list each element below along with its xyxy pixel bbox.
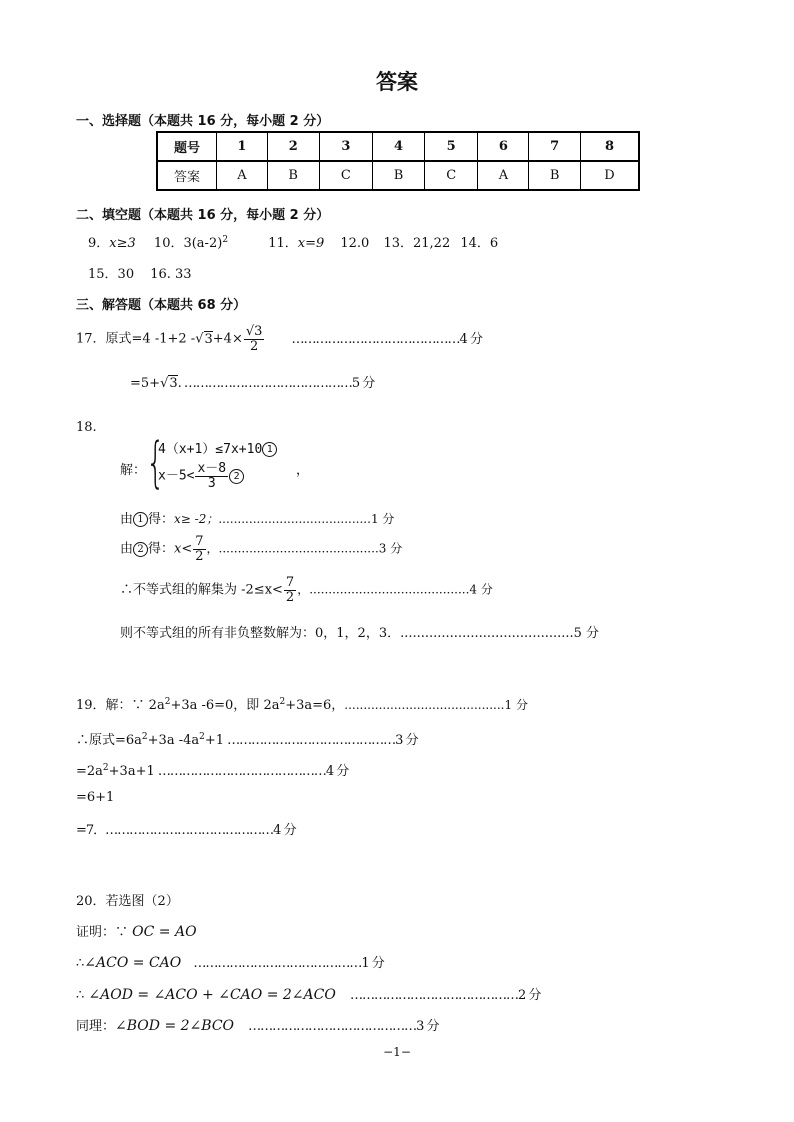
fraction-numerator: x－8 bbox=[197, 461, 227, 476]
q18-step-2 bbox=[120, 535, 402, 563]
inequality-2-left: x－5< bbox=[158, 468, 195, 484]
table-row bbox=[157, 161, 639, 190]
q19-l3-a: =2a bbox=[76, 764, 103, 779]
q20-angle-sum: ∠AOD = ∠ACO + ∠CAO = 2∠ACO bbox=[88, 987, 336, 1003]
table-cell: 5 bbox=[424, 132, 478, 161]
q19-score-2: ……………………………………3 分 bbox=[224, 733, 418, 748]
q20-score-3: ……………………………………3 分 bbox=[248, 1019, 439, 1034]
q17-expression-mid: +4× bbox=[212, 331, 243, 347]
row-header-number: 题号 bbox=[157, 132, 217, 161]
table-cell: 6 bbox=[478, 132, 529, 161]
q19-score-3: ……………………………………4 分 bbox=[154, 764, 349, 779]
q13-answer: 13．21,22 bbox=[383, 236, 451, 251]
q9-answer: x≥3 bbox=[109, 236, 136, 251]
table-cell: 4 bbox=[373, 132, 425, 161]
q17-fraction bbox=[244, 325, 265, 353]
q17-score-1: ……………………………………4 分 bbox=[291, 331, 482, 347]
step3-text: ∴不等式组的解集为 -2≤x< bbox=[120, 582, 283, 598]
exponent: 2 bbox=[199, 732, 205, 742]
q19-line-2 bbox=[76, 729, 418, 748]
q19-l2-b: +3a -4a bbox=[147, 733, 200, 748]
therefore-symbol: ∴ bbox=[76, 956, 85, 971]
q18-step-1 bbox=[120, 508, 394, 527]
therefore-symbol: ∴ bbox=[76, 988, 89, 1003]
step2-score: ，..........................................3 分 bbox=[206, 541, 403, 556]
q20-angle-bod: ∠BOD = 2∠BCO bbox=[115, 1018, 235, 1034]
section-3-heading: 三、解答题（本题共 68 分） bbox=[76, 298, 247, 313]
q17-result-start: =5+ bbox=[130, 376, 161, 391]
q14-answer: 14．6 bbox=[460, 236, 499, 251]
table-cell: 8 bbox=[581, 132, 639, 161]
q17-line-1: 17．原式=4 -1+2 -√3+4× $\frac{√3}{2}$ ……………………………………4 分 bbox=[76, 324, 482, 354]
q19-l3-b: +3a+1 bbox=[108, 764, 155, 779]
q15-answer: 15．30 bbox=[88, 267, 135, 282]
exponent: 2 bbox=[141, 732, 148, 742]
q10-exponent: 2 bbox=[222, 235, 229, 245]
table-cell: A bbox=[217, 161, 268, 190]
circled-number-icon: 1 bbox=[133, 512, 148, 527]
q17-score-2: . ……………………………………5 分 bbox=[177, 376, 375, 391]
step2-result: x< bbox=[174, 541, 193, 557]
table-cell: 1 bbox=[217, 132, 268, 161]
step1-prefix: 由 bbox=[120, 512, 134, 527]
inequality-2-fraction bbox=[195, 462, 228, 490]
table-cell: B bbox=[373, 161, 425, 190]
fraction-numerator: 7 bbox=[195, 534, 204, 549]
q20-proof-label: 证明：∵ bbox=[76, 925, 133, 940]
page-number: −1− bbox=[383, 1045, 411, 1059]
q19-l1-a: 19．解：∵ 2a bbox=[76, 698, 165, 713]
q18-number: 18. bbox=[76, 420, 97, 435]
step2-fraction bbox=[193, 535, 205, 563]
q20-line-1: 20．若选图（2） bbox=[76, 894, 179, 909]
q19-l1-b: +3a -6=0，即 2a bbox=[170, 698, 280, 713]
step1-result: x≥ -2； bbox=[174, 512, 219, 526]
q11-answer: x=9 bbox=[297, 236, 325, 251]
q10-answer: 3(a-2) bbox=[183, 236, 223, 251]
table-cell: 2 bbox=[267, 132, 319, 161]
section-2-heading: 二、填空题（本题共 16 分，每小题 2 分） bbox=[76, 208, 330, 223]
exponent: 2 bbox=[164, 697, 171, 707]
step2-prefix: 由 bbox=[120, 541, 134, 557]
q18-inequality-2 bbox=[158, 462, 244, 490]
page-title: 答案 bbox=[376, 70, 418, 94]
exponent: 2 bbox=[279, 697, 286, 707]
q20-equation: OC = AO bbox=[132, 924, 197, 940]
q16-answer: 16. 33 bbox=[150, 267, 192, 282]
table-cell: A bbox=[478, 161, 529, 190]
fill-answers-row-2 bbox=[88, 263, 192, 282]
q17-fraction-denominator: 2 bbox=[249, 338, 259, 354]
q20-line-2 bbox=[76, 921, 197, 940]
q10-number: 10． bbox=[153, 236, 184, 251]
fraction-numerator: 7 bbox=[285, 575, 295, 590]
q12-answer: 12.0 bbox=[340, 236, 370, 251]
inequality-1-text: 4（x+1）≤7x+10 bbox=[158, 442, 263, 457]
table-row bbox=[157, 132, 639, 161]
q20-line-5 bbox=[76, 1015, 439, 1034]
q17-line-2: =5+√3. ……………………………………5 分 bbox=[130, 376, 375, 391]
q17-expression-start: 17．原式=4 -1+2 - bbox=[76, 331, 196, 347]
q19-l2-a: ∴原式=6a bbox=[76, 733, 142, 748]
q19-line-4: =6+1 bbox=[76, 790, 115, 805]
q20-similarly-label: 同理： bbox=[76, 1019, 116, 1034]
q20-score-2: ……………………………………2 分 bbox=[349, 988, 541, 1003]
q11-number: 11． bbox=[268, 236, 298, 251]
table-cell: C bbox=[424, 161, 478, 190]
q19-l2-c: +1 bbox=[204, 733, 225, 748]
q20-score-1: ……………………………………1 分 bbox=[193, 956, 384, 971]
fraction-denominator: 2 bbox=[195, 548, 204, 564]
answer-table bbox=[156, 131, 640, 191]
step3-fraction bbox=[284, 576, 296, 604]
q20-line-3 bbox=[76, 952, 384, 971]
exponent: 2 bbox=[102, 763, 109, 773]
table-cell: 3 bbox=[319, 132, 373, 161]
q18-solve-label: 解： bbox=[120, 463, 147, 478]
q18-step-3 bbox=[120, 576, 493, 604]
q18-step-4: 则不等式组的所有非负整数解为：0，1，2，3．..........................................5 分 bbox=[120, 626, 600, 641]
fill-answers-row-1 bbox=[88, 232, 498, 251]
table-cell: C bbox=[319, 161, 373, 190]
q20-angle-equation: ∠ACO = CAO bbox=[84, 955, 182, 971]
circled-number-icon: 2 bbox=[229, 469, 244, 484]
q19-line-1 bbox=[76, 694, 528, 713]
table-cell: B bbox=[529, 161, 581, 190]
q18-comma: ， bbox=[296, 463, 310, 478]
row-header-answer: 答案 bbox=[157, 161, 217, 190]
circled-number-icon: 1 bbox=[262, 442, 277, 457]
q17-result-sqrt: 3 bbox=[169, 376, 178, 391]
q20-line-4 bbox=[76, 984, 540, 1003]
step2-label: 得： bbox=[148, 541, 175, 557]
table-cell: D bbox=[581, 161, 639, 190]
fraction-denominator: 3 bbox=[207, 475, 216, 491]
step1-score: ........................................1 分 bbox=[218, 512, 395, 526]
q17-fraction-numerator: √3 bbox=[245, 324, 263, 339]
table-cell: B bbox=[267, 161, 319, 190]
step1-label: 得： bbox=[148, 512, 175, 527]
q18-inequality-1 bbox=[158, 438, 277, 457]
system-brace-icon: { bbox=[146, 431, 165, 494]
table-cell: 7 bbox=[529, 132, 581, 161]
fraction-denominator: 2 bbox=[285, 589, 295, 605]
step3-score: ，..........................................4 分 bbox=[297, 582, 493, 597]
q17-sqrt-value: 3 bbox=[204, 331, 213, 347]
section-1-heading: 一、选择题（本题共 16 分，每小题 2 分） bbox=[76, 114, 330, 129]
circled-number-icon: 2 bbox=[133, 542, 148, 557]
q19-line-3 bbox=[76, 760, 348, 779]
q19-score-1: ..........................................1 分 bbox=[344, 698, 528, 712]
q9-number: 9． bbox=[88, 236, 110, 251]
q19-line-5: =7．……………………………………4 分 bbox=[76, 823, 296, 838]
q19-l1-c: +3a=6， bbox=[285, 698, 345, 713]
